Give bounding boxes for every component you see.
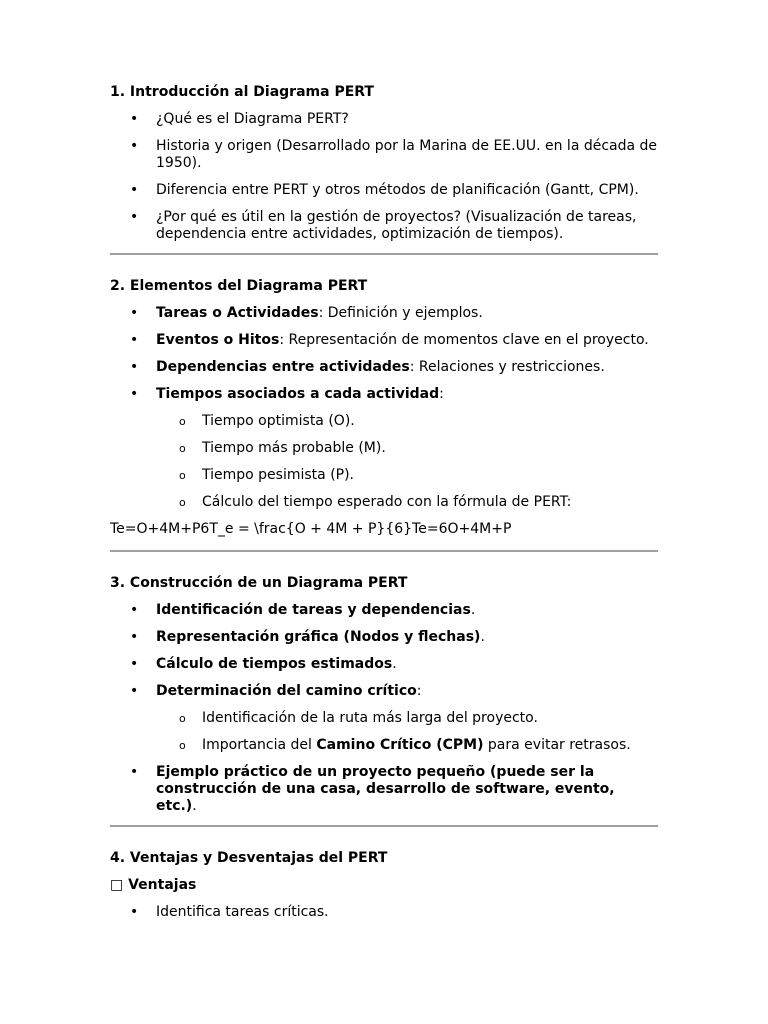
item-description: : (439, 386, 444, 402)
sub-item-term: Camino Crítico (CPM) (316, 737, 484, 753)
item-term: Tiempos asociados a cada actividad (156, 386, 440, 402)
item-term: Determinación del camino crítico (156, 683, 417, 699)
sub-list-item: o Tiempo optimista (O). (110, 413, 658, 430)
list-item (110, 602, 658, 619)
item-description: : (416, 683, 422, 699)
bullet-list (110, 305, 658, 511)
item-description: : Relaciones y restricciones. (409, 359, 605, 375)
sub-list-item: o Cálculo del tiempo esperado con la fórmula de PERT: (110, 494, 658, 511)
document-content (110, 84, 658, 931)
section-title: 3. Construcción de un Diagrama PERT (110, 575, 408, 591)
section-title: 2. Elementos del Diagrama PERT (110, 278, 368, 294)
pert-formula: Te=O+4M+P6T_e = \frac{O + 4M + P}{6}Te=6O+4M+P (110, 521, 512, 537)
subsection-title: □ Ventajas (110, 877, 197, 893)
sub-item-text: para evitar retrasos. (483, 737, 631, 753)
section-construction (110, 575, 658, 815)
list-item: • Diferencia entre PERT y otros métodos de planificación (Gantt, CPM). (110, 182, 658, 199)
sub-list-item (110, 737, 658, 754)
bullet-list (110, 602, 658, 815)
item-term: Tareas o Actividades (156, 305, 319, 321)
item-description: . (480, 629, 485, 645)
sub-list (156, 710, 658, 754)
item-description: . (392, 656, 397, 672)
item-term: Ejemplo práctico de un proyecto pequeño (puede ser la construcción de una casa, desarrollo de software, evento, etc.) (156, 764, 615, 814)
list-item (110, 764, 658, 815)
list-item (110, 332, 658, 349)
list-item (110, 656, 658, 673)
list-item: • Historia y origen (Desarrollado por la Marina de EE.UU. en la década de 1950). (110, 138, 658, 172)
section-introduction (110, 84, 658, 243)
list-item: • ¿Por qué es útil en la gestión de proyectos? (Visualización de tareas, dependencia entre actividades, optimización de tiempos). (110, 209, 658, 243)
item-description: : Representación de momentos clave en el proyecto. (279, 332, 649, 348)
list-item (110, 359, 658, 376)
section-divider (110, 825, 658, 827)
section-title: 1. Introducción al Diagrama PERT (110, 84, 374, 100)
section-advantages (110, 850, 658, 921)
item-term: Representación gráfica (Nodos y flechas) (156, 629, 481, 645)
item-description: . (470, 602, 476, 618)
section-title: 4. Ventajas y Desventajas del PERT (110, 850, 388, 866)
item-term: Eventos o Hitos (156, 332, 280, 348)
list-item (110, 386, 658, 511)
item-term: Cálculo de tiempos estimados (156, 656, 393, 672)
list-item: • ¿Qué es el Diagrama PERT? (110, 111, 658, 128)
list-item: • Identifica tareas críticas. (110, 904, 658, 921)
item-description: . (192, 798, 197, 814)
section-divider (110, 550, 658, 552)
item-description: : Definición y ejemplos. (318, 305, 483, 321)
item-term: Identificación de tareas y dependencias (156, 602, 471, 618)
item-term: Dependencias entre actividades (156, 359, 410, 375)
bullet-list (110, 904, 658, 921)
list-item (110, 683, 658, 754)
sub-item-text: Identificación de la ruta más larga del proyecto. (202, 710, 538, 726)
list-item (110, 629, 658, 646)
section-elements (110, 278, 658, 538)
sub-list (156, 413, 658, 511)
sub-list-item: o Tiempo pesimista (P). (110, 467, 658, 484)
sub-list-item (110, 710, 658, 727)
sub-list-item: o Tiempo más probable (M). (110, 440, 658, 457)
sub-item-text: Importancia del (202, 737, 317, 753)
section-divider (110, 253, 658, 255)
list-item (110, 305, 658, 322)
bullet-list (110, 111, 658, 243)
